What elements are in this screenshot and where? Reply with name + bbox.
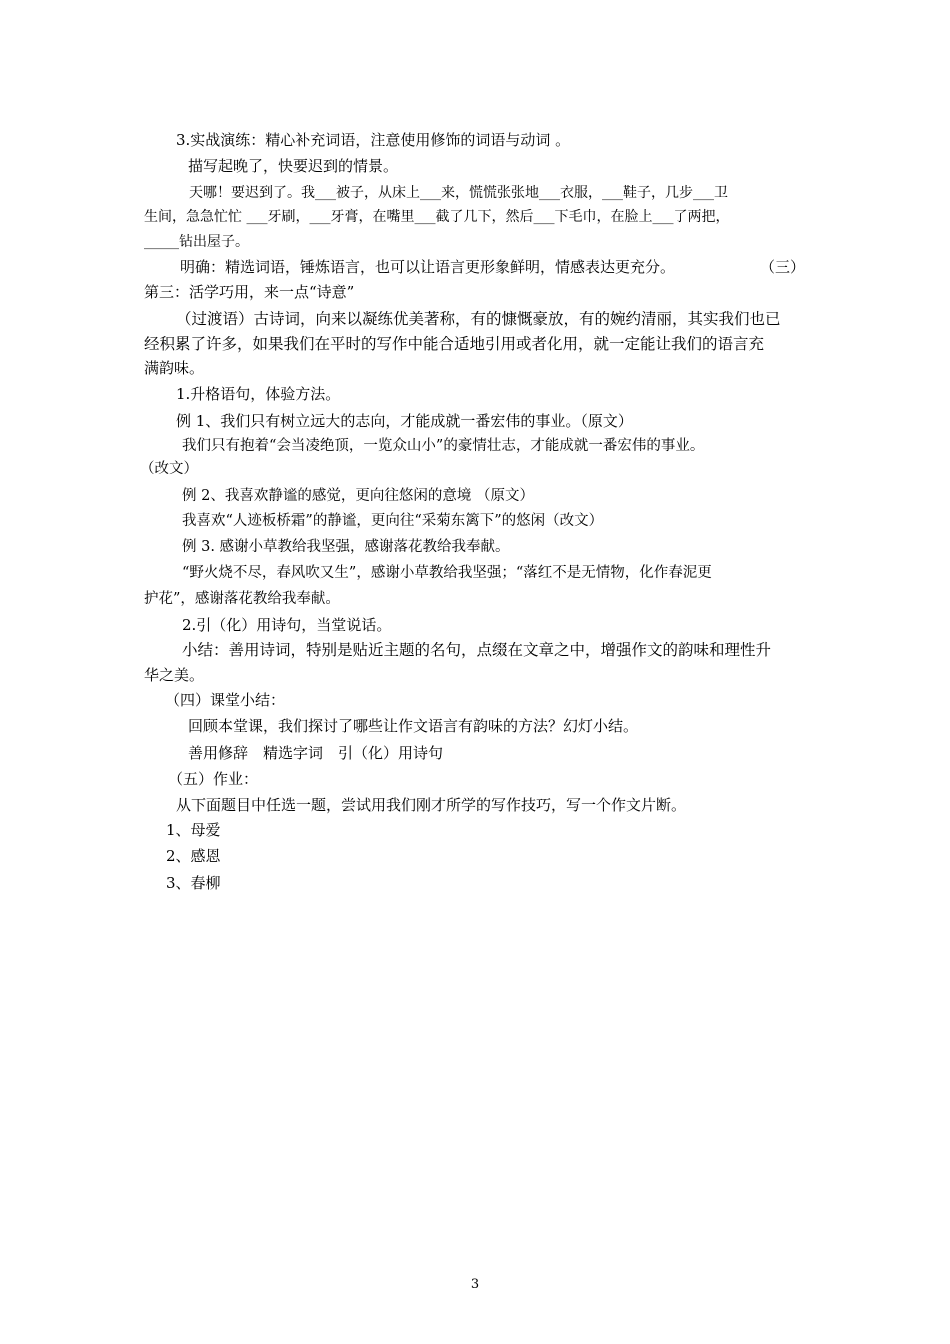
list-item: 3、春柳 <box>166 874 221 892</box>
text-line: 例 3. 感谢小草教给我坚强，感谢落花教给我奉献。 <box>182 539 510 555</box>
list-item: 1、母爱 <box>166 821 221 839</box>
text-line: 例 2、我喜欢静谧的感觉，更向往悠闲的意境 （原文） <box>182 488 534 504</box>
section-heading: （四）课堂小结： <box>165 691 286 709</box>
text-line: 回顾本堂课，我们探讨了哪些让作文语言有韵味的方法？幻灯小结。 <box>188 717 639 735</box>
text-line: 护花”，感谢落花教给我奉献。 <box>144 591 340 607</box>
text-line: 明确：精选词语，锤炼语言，也可以让语言更形象鲜明，情感表达更充分。 <box>180 258 676 276</box>
text-line: 华之美。 <box>144 666 205 684</box>
text-line: 2.引（化）用诗句，当堂说话。 <box>182 616 392 634</box>
section-heading: 第三：活学巧用，来一点“诗意” <box>144 283 355 301</box>
text-line: （改文） <box>140 461 198 477</box>
text-line: 我喜欢“人迹板桥霜”的静谧，更向往“采菊东篱下”的悠闲（改文） <box>182 513 604 529</box>
text-line: （过渡语）古诗词，向来以凝练优美著称，有的慷慨豪放，有的婉约清丽，其实我们也已 <box>176 310 781 328</box>
text-line: 天哪！要迟到了。我___被子，从床上___来，慌慌张张地___衣服，___鞋子，几步___卫 <box>189 185 728 201</box>
text-line: 善用修辞 精选字词 引（化）用诗句 <box>188 744 444 762</box>
text-line: 生间，急急忙忙 ___牙刷，___牙膏，在嘴里___截了几下，然后___下毛巾，在脸上___了两把， <box>144 209 730 225</box>
text-line: 我们只有抱着“会当凌绝顶，一览众山小”的豪情壮志，才能成就一番宏伟的事业。 <box>182 438 705 454</box>
section-number: （三） <box>760 258 806 276</box>
page-number: 3 <box>470 1277 480 1292</box>
list-item: 2、感恩 <box>166 847 221 865</box>
text-line: 描写起晚了，快要迟到的情景。 <box>188 157 399 175</box>
text-line: 从下面题目中任选一题，尝试用我们刚才所学的写作技巧，写一个作文片断。 <box>176 796 687 814</box>
text-line: 1.升格语句，体验方法。 <box>176 385 341 403</box>
text-line: 经积累了许多，如果我们在平时的写作中能合适地引用或者化用，就一定能让我们的语言充 <box>144 335 765 353</box>
text-line: 小结：善用诗词，特别是贴近主题的名句，点缀在文章之中，增强作文的韵味和理性升 <box>182 641 772 659</box>
text-line: _____钻出屋子。 <box>144 234 249 250</box>
section-heading: （五）作业： <box>168 770 259 788</box>
text-line: “野火烧不尽，春风吹又生”，感谢小草教给我坚强；“落红不是无情物，化作春泥更 <box>182 565 712 581</box>
text-line: 满韵味。 <box>144 359 205 377</box>
text-line: 例 1、我们只有树立远大的志向，才能成就一番宏伟的事业。（原文） <box>176 412 633 430</box>
text-line: 3.实战演练：精心补充词语，注意使用修饰的词语与动词 。 <box>176 131 571 149</box>
